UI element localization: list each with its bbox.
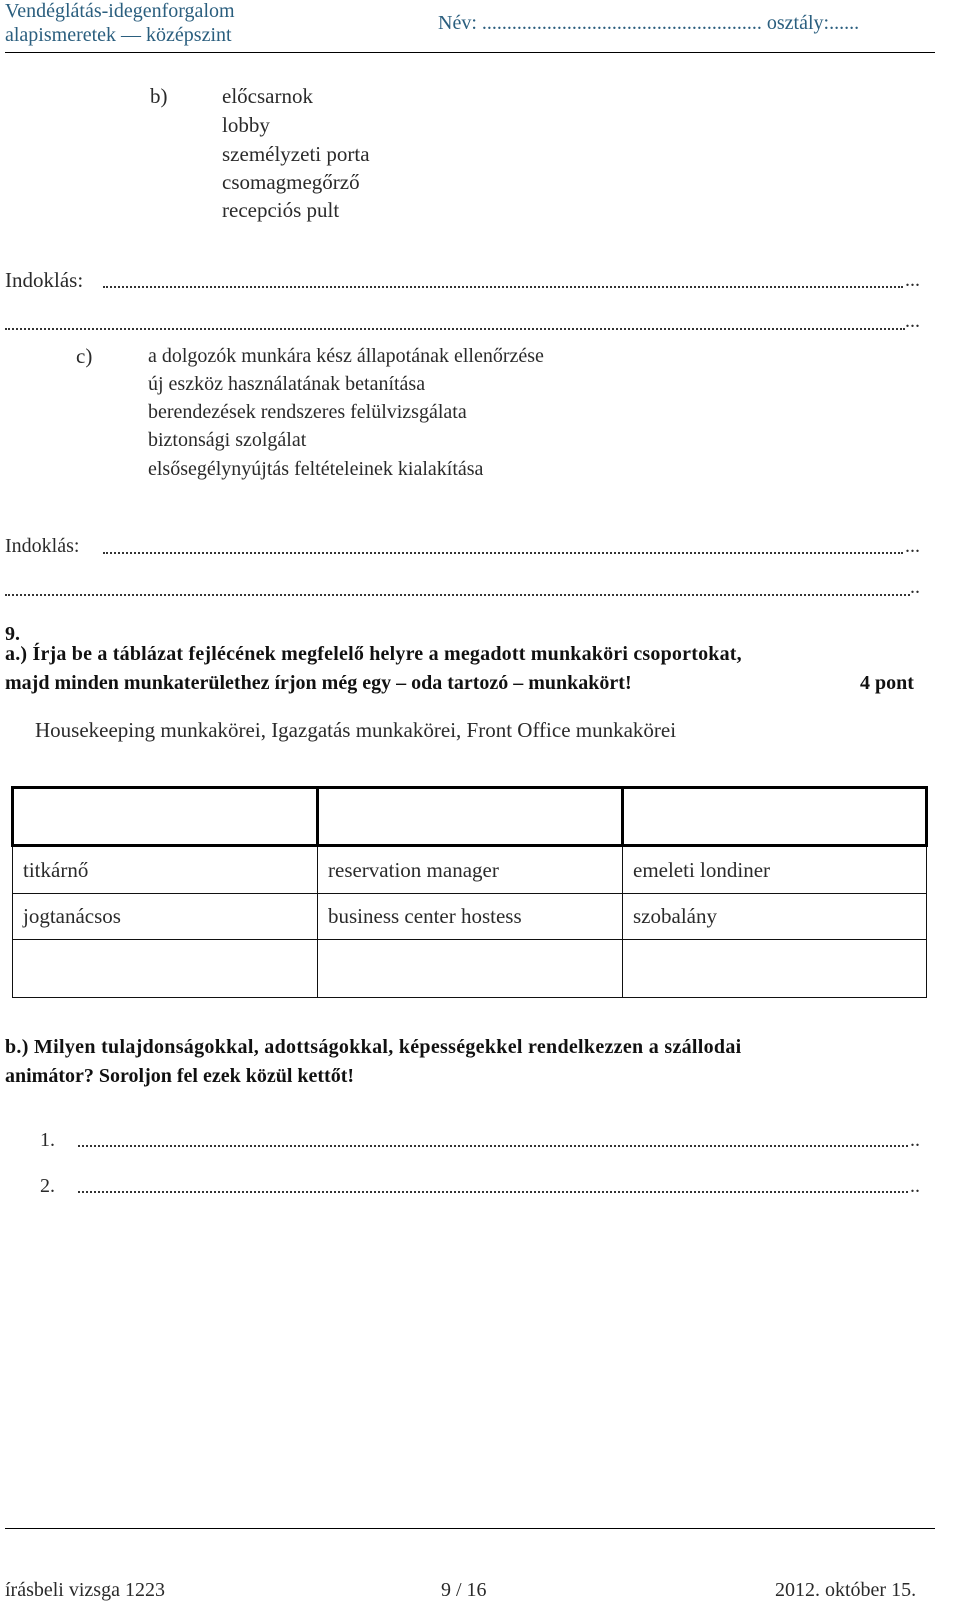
answer-number-1: 1.	[40, 1129, 55, 1151]
table-cell: szobalány	[623, 894, 927, 940]
task-9b-line-1: b.) Milyen tulajdonságokkal, adottságokkal, képességekkel rendelkezzen a szállodai	[5, 1036, 742, 1058]
header-subject-line2: alapismeretek — középszint	[5, 24, 232, 46]
job-table	[11, 786, 928, 998]
part-c-label: c)	[76, 344, 93, 368]
footer-divider	[5, 1528, 935, 1529]
task-number: 9.	[5, 623, 20, 645]
table-cell: business center hostess	[318, 894, 623, 940]
part-b-answer-line-2[interactable]	[5, 328, 905, 330]
table-header-cell-2[interactable]	[318, 788, 623, 846]
table-cell: titkárnő	[13, 846, 318, 894]
part-c-option: berendezések rendszeres felülvizsgálata	[148, 401, 467, 423]
table-header-cell-3[interactable]	[623, 788, 927, 846]
answer-dots-end-2: ..	[910, 1175, 920, 1197]
part-c-option: elsősegélynyújtás feltételeinek kialakítása	[148, 458, 484, 480]
task-points: 4 pont	[860, 672, 914, 694]
task-9a-line-1: a.) Írja be a táblázat fejlécének megfelelő helyre a megadott munkaköri csoportokat,	[5, 643, 742, 665]
header-subject-line1: Vendéglátás-idegenforgalom	[5, 0, 235, 22]
part-b-option: személyzeti porta	[222, 142, 370, 166]
part-b-option: előcsarnok	[222, 84, 313, 108]
part-b-dots-end-2: ...	[905, 310, 920, 332]
answer-dots-end-1: ..	[910, 1129, 920, 1151]
part-c-answer-line-2[interactable]	[5, 594, 910, 596]
table-answer-cell-3[interactable]	[623, 940, 927, 998]
answer-line-2[interactable]	[78, 1191, 908, 1193]
part-b-label: b)	[150, 84, 168, 108]
table-row	[13, 846, 927, 894]
part-b-answer-line-1[interactable]	[103, 286, 903, 288]
part-b-option: lobby	[222, 113, 270, 137]
task-9a-line-2: majd minden munkaterülethez írjon még egy – oda tartozó – munkakört!	[5, 672, 632, 694]
table-answer-cell-1[interactable]	[13, 940, 318, 998]
header-divider	[5, 52, 935, 53]
part-b-dots-end-1: ...	[905, 269, 920, 291]
table-row	[13, 894, 927, 940]
task-9b-line-2: animátor? Soroljon fel ezek közül kettőt!	[5, 1065, 355, 1087]
job-groups-list: Housekeeping munkakörei, Igazgatás munkakörei, Front Office munkakörei	[35, 718, 677, 742]
table-answer-cell-2[interactable]	[318, 940, 623, 998]
part-c-dots-end-2: ..	[910, 576, 920, 598]
part-b-indoklas-label: Indoklás:	[5, 268, 84, 292]
part-c-indoklas-label: Indoklás:	[5, 535, 80, 557]
footer-exam-code: írásbeli vizsga 1223	[5, 1579, 165, 1601]
part-c-answer-line-1[interactable]	[103, 552, 903, 554]
answer-number-2: 2.	[40, 1175, 55, 1197]
header-name-class-field: Név: ........................................................ osztály:......	[438, 12, 860, 34]
part-c-dots-end-1: ...	[905, 535, 920, 557]
footer-page-number: 9 / 16	[441, 1579, 487, 1601]
part-b-option: csomagmegőrző	[222, 170, 360, 194]
part-c-option: a dolgozók munkára kész állapotának ellenőrzése	[148, 345, 544, 367]
part-c-option: biztonsági szolgálat	[148, 429, 307, 451]
answer-line-1[interactable]	[78, 1145, 908, 1147]
part-c-option: új eszköz használatának betanítása	[148, 373, 426, 395]
table-answer-row	[13, 940, 927, 998]
table-cell: jogtanácsos	[13, 894, 318, 940]
table-header-cell-1[interactable]	[13, 788, 318, 846]
table-header-row	[13, 788, 927, 846]
part-b-option: recepciós pult	[222, 198, 340, 222]
footer-date: 2012. október 15.	[775, 1579, 917, 1601]
table-cell: reservation manager	[318, 846, 623, 894]
table-cell: emeleti londiner	[623, 846, 927, 894]
